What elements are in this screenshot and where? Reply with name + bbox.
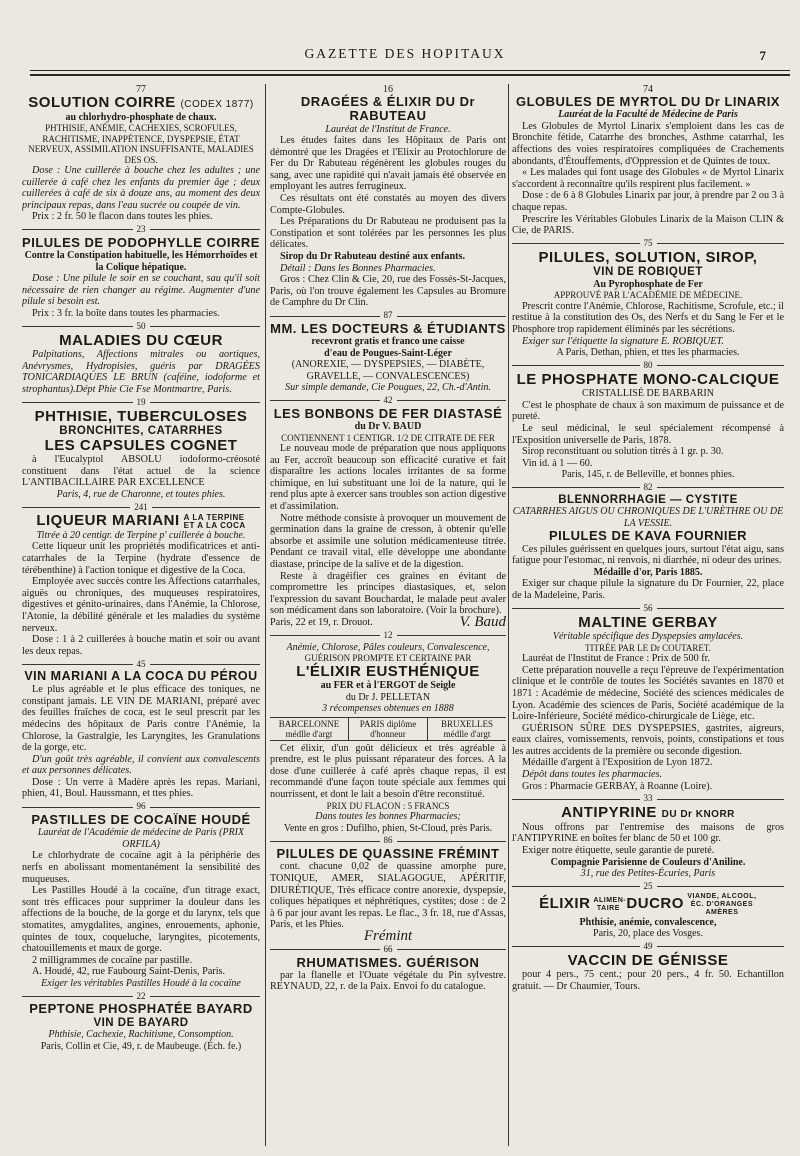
ad-title-side-2: ET A LA COCA (183, 520, 246, 530)
ad-number: 23 (136, 224, 146, 235)
ad-number: 96 (136, 801, 146, 812)
page-header (20, 44, 790, 66)
ad-body-3: GUÉRISON SÛRE DES DYSPEPSIES, gastrites, aigreurs, eaux claires, vomissements, renvois, points, constipations et tous les autres accidents de la première ou seconde digestion. (512, 722, 784, 757)
ad-price: Prix : 3 fr. la boîte dans toutes les pharmacies. (32, 308, 220, 320)
ad-myrtol-linarix (512, 84, 784, 237)
ad-number: 49 (643, 940, 653, 951)
ad-body-1: Nous offrons par l'entremise des maisons de gros l'ANTIPYRINE en boîtes fer blanc de 50 et 100 gr. (512, 821, 784, 845)
ad-title: PHTHISIE, TUBERCULOSES (34, 407, 248, 425)
ad-number: 74 (643, 84, 653, 95)
ad-wholesale: Gros : Chez Clin & Cie, 20, rue des Fossés-St-Jacques, Paris, où l'on trouve également les Capsules au Bromure de Camphre du Dr Clin. (270, 274, 506, 309)
ad-body: par la flanelle et l'Ouate végétale du Pin sylvestre. REYNAUD, 22, r. de la Paix. Envoi fo du catalogue. (270, 969, 506, 993)
ad-quassine-fremint (270, 847, 506, 942)
ad-body-4: Sirop du Dr Rabuteau destiné aux enfants. (280, 251, 466, 263)
ad-body: Phthisie, Cachexie, Rachitisme, Consomption. (48, 1029, 234, 1041)
ad-robiquet (512, 250, 784, 359)
ad-number: 33 (643, 793, 653, 804)
ad-subtitle: Titrée à 20 centigr. de Terpine p' cuillerée à bouche. (36, 529, 246, 541)
ad-address: A Paris, Dethan, phien, et ttes les pharmacies. (556, 347, 740, 359)
ad-number: 19 (136, 396, 146, 407)
column-divider-2 (508, 84, 509, 1146)
ad-dose: Dose : de 6 à 8 Globules Linarix par jour, à prendre par 2 ou 3 à chaque repas. (512, 190, 784, 213)
ad-solution-coirre (22, 84, 260, 223)
ad-subtitle-2: CONTIENNENT 1 CENTIGR. 1/2 DE CITRATE DE FER (281, 432, 495, 443)
ad-subtitle: CATARRHES AIGUS OU CHRONIQUES DE L'URÈTHRE OU DE LA VESSIE. (512, 506, 784, 529)
separator (270, 311, 506, 321)
ad-title-a: ÉLIXIR (539, 895, 591, 913)
ad-body-2: Cette préparation nouvelle a reçu l'épreuve de l'expérimentation clinique et le contrôle de toutes les Sociétés savantes en 1870 et 1871 : Académie de médecine, Société des sciences médicales de Lyon. Académie des sciences de Paris, Société académique de la Loire-Inférieure, Société médico-chirurgicale de Liège, etc. (512, 664, 784, 723)
ad-body-3: Sirop reconstituant ou solution titrés à 1 gr. p. 30. (522, 446, 724, 458)
ad-title: LES BONBONS DE FER DIASTASÉ (273, 405, 503, 421)
separator (512, 604, 784, 614)
ad-body: à l'Eucalyptol ABSOLU iodoformo-créosoté constituent dans l'état actuel de la science L'ANTIBACILLAIRE PAR EXCELLENCE (22, 454, 260, 489)
separator (512, 239, 784, 249)
ad-subtitle: BRONCHITES, CATARRHES (59, 425, 223, 438)
separator (22, 991, 260, 1001)
ad-body-1: Le plus agréable et le plus efficace des toniques, ne constipant jamais. LE VIN DE MARIANI, préparé avec des feuilles fraîches de coca, est le seul prescrit par les médecins des hôpitaux de Paris contre l'Anémie, la Chlorose, la Gastralgie, les Laryngites, les Granulations de la gorge, etc. (22, 684, 260, 754)
ad-podophylle (22, 236, 260, 320)
ad-subtitle-2: Au Pyrophosphate de Fer (593, 278, 703, 290)
ad-body-1: Lauréat de l'Institut de France : Prix de 500 fr. (522, 653, 710, 665)
ad-title: PILULES, SOLUTION, SIROP, (538, 248, 758, 266)
ad-title: DRAGÉES & ÉLIXIR DU Dr RABUTEAU (300, 94, 476, 124)
ad-footer (270, 614, 506, 630)
ad-body-1: (ANOREXIE, — DYSPEPSIES, — DIABÈTE, GRAVELLE, — CONVALESCENCES) (291, 359, 485, 382)
ad-wholesale: Vente en gros : Dufilho, phien, St-Cloud, près Paris. (283, 822, 493, 834)
ad-phosphate-barbarin (512, 372, 784, 481)
ad-body-2: D'un goût très agréable, il convient aux convalescents et aux personnes délicates. (22, 753, 260, 777)
ad-body-2: Ces résultats ont été constatés au moyen des divers Compte-Globules. (270, 193, 506, 216)
ad-title-text: SOLUTION COIRRE (28, 94, 176, 111)
ad-retail: Dans toutes les bonnes Pharmacies; (315, 811, 461, 823)
ad-body-1: Prescrit contre l'Anémie, Chlorose, Rachitisme, Scrofule, etc.; il restitue à la constitution des Os, des Nerfs et du Sang le Fer et le Phosphore trop rapidement éliminés par les sécrétions. (512, 300, 784, 336)
ad-bonbons-fer (270, 407, 506, 629)
ad-body-1: Les études faites dans les Hôpitaux de Paris ont démontré que les Dragées et l'Elixir au Protochlorure de Fer du Dr Rabuteau régénèrent les globules rouges du sang, avec une rapidité qui n'avait jamais été observée en employant les autres ferrugineux. (270, 135, 506, 193)
ad-retail: Détail : Dans les Bonnes Pharmacies. (280, 262, 436, 274)
ad-number: 82 (643, 482, 653, 493)
award-cell: BARCELONNE médlle d'argt (270, 718, 349, 740)
ad-dose: Dose : 1 à 2 cuillerées à bouche matin et soir ou avant les deux repas. (22, 634, 260, 657)
ad-body: cont. chacune 0,02 de quassine amorphe pure, TONIQUE, AMER, SIALAGOGUE, APÉRITIF, DIURÉTIQUE, Très efficace contre anorexie, dyspepsie, coliques hépatiques et néphrétiques, cystites; dose : de 2 à 6 par jour avant les repas. Le flac., 3 fr. 18, rue d'Assas, Paris, et les Phies. (270, 861, 506, 931)
ad-number: 45 (136, 658, 146, 669)
ad-number: 42 (383, 395, 393, 405)
page-number: 7 (759, 48, 766, 63)
ad-title: PEPTONE PHOSPHATÉE BAYARD (29, 1001, 253, 1017)
ad-tagline: Exiger les véritables Pastilles Houdé à la cocaïne (41, 977, 241, 989)
ad-body-5: Dépôt dans toutes les pharmacies. (522, 769, 663, 781)
ad-title-2: PILULES DE KAVA FOURNIER (548, 528, 748, 544)
ad-body-2: Le seul médicinal, le seul spécialement récompensé à l'Exposition universelle de Paris, 1878. (512, 422, 784, 446)
ad-price: Prix : 2 fr. 50 le flacon dans toutes les phies. (32, 211, 213, 223)
ad-number: 66 (383, 943, 393, 954)
ad-title-c: VIANDE, ALCOOL, ÉC. D'ORANGES AMÈRES (687, 892, 757, 916)
ad-title (512, 805, 784, 822)
ad-subtitle-2: du Dr J. PELLETAN (345, 691, 431, 703)
separator (22, 659, 260, 669)
ad-tagline: Prescrire les Véritables Globules Linarix de la Maison CLIN & Cie, de PARIS. (512, 213, 784, 237)
ad-title: MALADIES DU CŒUR (59, 331, 223, 349)
ad-title: RHUMATISMES. GUÉRISON (296, 954, 480, 970)
separator (270, 836, 506, 846)
ad-address: Paris, 20, place des Vosges. (593, 928, 703, 940)
ad-title (512, 893, 784, 917)
ad-vaccin-genisse (512, 953, 784, 993)
ad-kava-fournier (512, 494, 784, 602)
separator (270, 631, 506, 641)
ad-title: PILULES DE PODOPHYLLE COIRRE (22, 234, 260, 250)
ad-address: A. Houdé, 42, rue Faubourg Saint-Denis, Paris. (32, 966, 226, 978)
ad-number: 86 (383, 835, 393, 846)
ad-number: 25 (643, 880, 653, 891)
ad-elixir-eusthenique (270, 642, 506, 834)
ad-body: Phthisie, anémie, convalescence, (579, 916, 717, 928)
ad-subtitle: Lauréat de la Faculté de Médecine de Paris (558, 109, 738, 121)
ad-body-3: Compagnie Parisienne de Couleurs d'Aniline. (550, 856, 746, 868)
separator (270, 396, 506, 406)
separator (512, 483, 784, 493)
header-rule (30, 70, 790, 71)
ad-subtitle: Lauréat de l'Institut de France. (325, 123, 451, 135)
separator (270, 945, 506, 955)
ad-number: 12 (383, 629, 393, 640)
ad-title: VACCIN DE GÉNISSE (567, 951, 729, 969)
ad-phthisie (22, 409, 260, 501)
ad-body-2: Les Pastilles Houdé à la cocaïne, d'un titrage exact, sont très efficaces pour supprimer la douleur dans les affections de la bouche, de la gorge et du larynx, tels que stomatites, amygdalites, angines, enrouements, aphonie, quintes de toux, coqueluche, laryngites, picotements, chatouillements et maux de gorge. (22, 885, 260, 955)
separator (22, 398, 260, 408)
ad-dose: Dose : Un verre à Madère après les repas. Mariani, phien, 41, Boul. Haussmann, et ttes phies. (22, 776, 260, 800)
ad-number: 87 (383, 310, 393, 321)
ad-maladies-coeur (22, 333, 260, 396)
ad-subtitle: Lauréat de l'Académie de médecine de Paris (PRIX ORFILA) (37, 827, 245, 850)
separator (512, 361, 784, 371)
ad-rhumatismes (270, 956, 506, 993)
awards-table (270, 717, 506, 741)
column-divider-1 (265, 84, 266, 1146)
separator (512, 794, 784, 804)
ad-address: Paris, 145, r. de Belleville, et bonnes phies. (561, 469, 735, 481)
separator (22, 802, 260, 812)
column-right (512, 84, 784, 1144)
ad-number: 80 (643, 359, 653, 370)
ad-address: 31, rue des Petites-Écuries, Paris (580, 868, 716, 880)
ad-price: PRIX DU FLACON : 5 FRANCS (326, 800, 450, 811)
header-rule-thick (30, 74, 790, 76)
ad-dose: Dose : Une cuillerée à bouche chez les adultes ; une cuillerée à café chez les enfants du premier âge ; deux cuillerées à café de six à douze ans, au moment des deux principaux repas, dans l'eau sucrée ou coupée de vin. (22, 165, 260, 211)
ad-peptone-bayard (22, 1002, 260, 1052)
ad-title: L'ÉLIXIR EUSTHÉNIQUE (296, 662, 480, 680)
ad-pastilles-houde (22, 813, 260, 989)
column-left (22, 84, 260, 1144)
ad-subtitle-2: TITRÉE PAR LE Dr COUTARET. (584, 642, 712, 653)
ad-liqueur-mariani (22, 513, 260, 657)
ad-subtitle-2: d'eau de Pougues-Saint-Léger (324, 347, 452, 359)
ad-subtitle: VIN DE BAYARD (93, 1016, 189, 1029)
ad-body-1: Ces pilules guérissent en quelques jours, surtout l'état aigu, sans fatigue pour l'estomac, ni renvois, ni diarrhée, ni odeur des urines. (512, 543, 784, 567)
ad-subtitle-1: du Dr V. BAUD (354, 421, 422, 433)
ad-body-2: Médaille d'or, Paris 1885. (593, 566, 703, 578)
separator (512, 942, 784, 952)
ad-body-2: Employée avec succès contre les Affections catarrhales, aiguës ou chroniques, des muqueuses respiratoires, digestives et génito-urinaires, dans l'Anémie, la Chlorose, l'Atonie, la débilité générale et les maladies du système nerveux. (22, 576, 260, 634)
ad-title-capsules: LES CAPSULES COGNET (44, 436, 238, 454)
ad-title (22, 513, 260, 530)
signature: V. Baud (459, 614, 506, 630)
ad-body-2: Exiger notre étiquette, seule garantie de pureté. (522, 844, 715, 856)
ad-body-2: « Les malades qui font usage des Globules « de Myrtol Linarix s'accordent à reconnaître qu'ils respirent plus facilement. » (512, 167, 784, 190)
ad-subtitle-1: recevront gratis et franco une caisse (311, 336, 465, 348)
ad-title: VIN MARIANI A LA COCA DU PÉROU (24, 669, 258, 684)
ad-body-1: C'est le phosphate de chaux à son maximum de puissance et de pureté. (512, 399, 784, 423)
award-cell: PARIS diplôme d'honneur (349, 718, 428, 740)
ad-title-text: ANTIPYRINE (561, 804, 657, 822)
ad-subtitle: Contre la Constipation habituelle, les Hémorrhoïdes et la Colique hépatique. (24, 250, 258, 273)
ad-title: LE PHOSPHATE MONO-CALCIQUE (516, 370, 780, 388)
running-title: GAZETTE DES HOPITAUX (304, 46, 506, 61)
ad-vin-mariani (22, 670, 260, 800)
ad-body-2: Notre méthode consiste à provoquer un mouvement de germination dans la graine de cresson, à obtenir qu'elle absorbe et assimile une solution médicamenteuse titrée. Pendant ce travail vital, elle développe une abondante diastase, principe de la salive et de la digestion. (270, 512, 506, 571)
ad-number: 16 (383, 84, 393, 95)
ad-body-3: Exiger sur chaque pilule la signature du Dr Fournier, 22, place de la Madeleine, Paris. (512, 578, 784, 602)
ad-address: Paris, Collin et Cie, 49, r. de Maubeuge. (Éch. fe.) (40, 1040, 242, 1052)
ad-subtitle: au chlorhydro-phosphate de chaux. (65, 111, 217, 123)
ad-title-1: BLENNORRHAGIE — CYSTITE (558, 493, 738, 506)
ad-title-suffix: DU Dr KNORR (661, 809, 735, 821)
ad-body-1: Le nouveau mode de préparation que nous appliquons au Fer, accroît beaucoup son efficacité curative et fait disparaître les actions locales irritantes de sa forme chimique, en lui substituant une loi de la nature, qui le rend plus apte à exercer sans troubles son action digestive et d'assimilation. (270, 443, 506, 513)
ad-title: MALTINE GERBAY (578, 613, 718, 631)
ad-body-3: 2 milligrammes de cocaïne par pastille. (32, 954, 193, 966)
ad-body-3: Les Préparations du Dr Rabuteau ne produisent pas la Constipation et sont tolérées par les personnes les plus délicates. (270, 216, 506, 251)
separator (22, 322, 260, 332)
ad-number: 75 (643, 237, 653, 248)
ad-number: 56 (643, 602, 653, 613)
ad-body-1: Les Globules de Myrtol Linarix s'emploient dans les cas de Bronchite fétide, Catarrhe des bronches, Asthme catarrhal, les affections des voies respiratoires compliquées de Crachements abondants, d'Étouffements, d'Oppression et de Quintes de toux. (512, 120, 784, 167)
ad-wholesale: Gros : Pharmacie GERBAY, à Roanne (Loire). (522, 780, 713, 792)
column-middle (270, 84, 506, 1144)
ad-pougues (270, 322, 506, 394)
ad-dose: Dose : Une pilule le soir en se couchant, sau qu'il soit nécessaire de rien changer au régime. Augmenter d'une pilule si besoin est. (22, 273, 260, 308)
ad-subtitle-1: VIN DE ROBIQUET (593, 266, 703, 279)
ad-title-side-1: A LA TERPINE (183, 512, 245, 522)
ad-antipyrine (512, 805, 784, 879)
ad-address: Paris, 4, rue de Charonne, et toutes phies. (56, 488, 226, 500)
separator (512, 882, 784, 892)
ad-body-4: Vin id. à 1 — 60. (522, 457, 593, 469)
ad-maltine-gerbay (512, 615, 784, 793)
ad-line-1: Anémie, Chlorose, Pâles couleurs, Convalescence, (286, 641, 490, 653)
ad-rabuteau (270, 84, 506, 309)
ad-body-2: Sur simple demande, Cie Pougues, 22, Ch.-d'Antin. (285, 382, 491, 394)
ad-line-2: GUÉRISON PROMPTE ET CERTAINE PAR (304, 653, 472, 664)
ad-body: Palpitations, Affections mitrales ou aortiques, Anévrysmes, Hydropisies, guéris par DRAGÉES TONICARDIAQUES LE BRUN (caféine, iodoforme et strophantus).Dépt Phie Cie Fse Montmartre, Paris. (22, 349, 260, 395)
ad-body-1: Cette liqueur unit les propriétés modificatrices et anti-catarrhales de la Terpine (hydrate d'essence de térébenthine) à l'action tonique et digestive de la Coca. (22, 541, 260, 576)
ad-title: GLOBULES DE MYRTOL DU Dr LINARIX (516, 94, 780, 109)
ad-title-b: DUCRO (626, 895, 684, 913)
ad-body-1: Le chlorhydrate de cocaïne agit à la périphérie des nerfs en abolissant momentanément la sensibilité des muqueuses. (22, 850, 260, 885)
ad-elixir-ducro (512, 893, 784, 940)
ad-subtitle-1: Véritable spécifique des Dyspepsies amylacées. (552, 631, 744, 643)
ad-title-suffix: (CODEX 1877) (180, 99, 254, 110)
ad-number: 22 (136, 990, 146, 1001)
ad-subtitle-3: 3 récompenses obtenues en 1888 (322, 703, 454, 715)
separator (22, 225, 260, 235)
ad-body: pour 4 pers., 75 cent.; pour 20 pers., 4 fr. 50. Echantillon gratuit. — Dr Chaumier, Tours. (512, 969, 784, 992)
signature: Frémint (363, 927, 413, 944)
ad-number: 50 (136, 320, 146, 331)
ad-indications: PHTHISIE, ANÉMIE, CACHEXIES, SCROFULES, RACHITISME, INAPPÉTENCE, DYSPEPSIE, ÉTAT NERVEUX, ASSIMILATION INSUFFISANTE, MALADIES DES OS. (28, 123, 254, 165)
ad-title: PILULES DE QUASSINE FRÉMINT (276, 846, 500, 862)
ad-address: Paris, 22 et 19, r. Drouot. (270, 617, 373, 628)
ad-subtitle-3: APPROUVÉ PAR L'ACADÉMIE DE MÉDECINE. (553, 290, 743, 301)
separator (22, 502, 260, 512)
ad-subtitle-1: au FER et à l'ERGOT de Seigle (320, 680, 456, 692)
ad-title-a2: ALIMEN- TAIRE (593, 896, 627, 912)
ad-body: Cet élixir, d'un goût délicieux et très agréable à prendre, est le plus puissant réparateur des forces. A la dose d'une cuillerée à café après chaque repas, il est recommandé d'une façon toute spéciale aux femmes qui nourrissent, et dont le lait a besoin d'être reconstitué. (270, 742, 506, 800)
award-cell: BRUXELLES médlle d'argt (440, 718, 493, 739)
ad-title (22, 95, 260, 112)
ad-title-side (184, 514, 246, 530)
ad-title: PASTILLES DE COCAÏNE HOUDÉ (31, 812, 251, 828)
ad-title: MM. LES DOCTEURS & ÉTUDIANTS (270, 321, 506, 336)
ad-number: 77 (136, 84, 146, 95)
ad-subtitle: CRISTALLISÉ DE BARBARIN (582, 388, 714, 400)
ad-body-4: Médaille d'argent à l'Exposition de Lyon 1872. (522, 757, 713, 769)
ad-body-2: Exiger sur l'étiquette la signature E. ROBIQUET. (522, 335, 724, 347)
ad-number: 241 (134, 501, 148, 512)
ad-body-3: Reste à dragéifier ces graines en évitant de compromettre les principes diastasiques, et, selon l'expression du savant Bouchardat, le malade peut avaler son médicament dans son laboratoire. (Voir la brochure). (270, 570, 506, 617)
ad-title-text: LIQUEUR MARIANI (36, 512, 180, 530)
